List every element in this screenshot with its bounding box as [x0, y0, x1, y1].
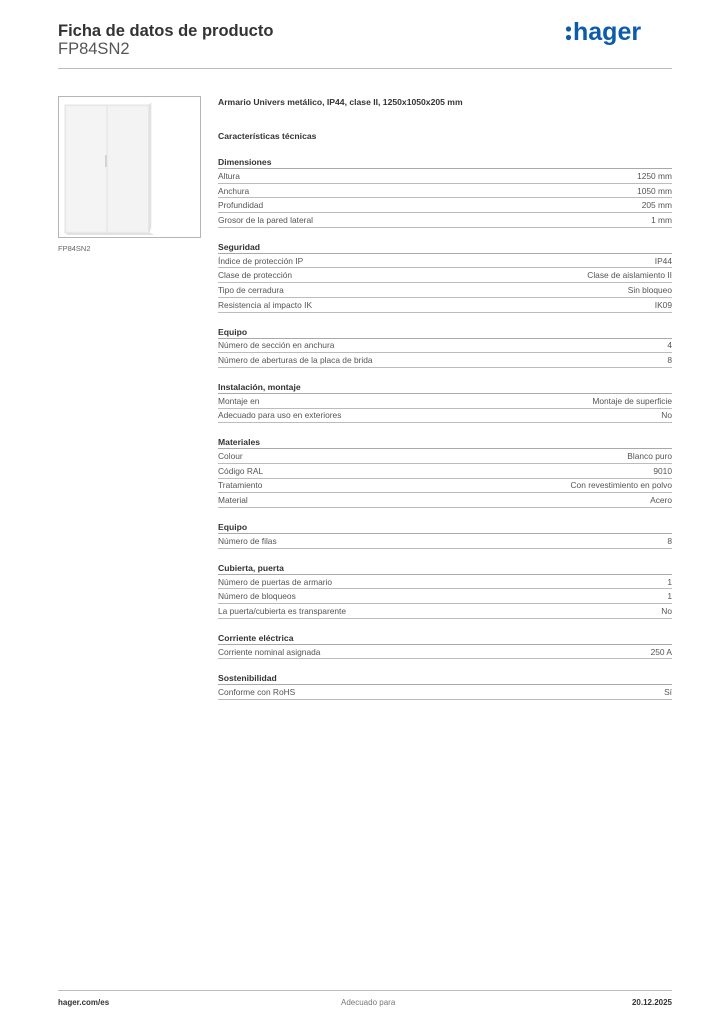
spec-label: Clase de protección	[218, 270, 293, 281]
spec-row	[218, 479, 672, 494]
spec-value: No	[661, 410, 672, 421]
section-title: Materiales	[218, 436, 672, 449]
section-title: Seguridad	[218, 241, 672, 254]
spec-sections	[218, 156, 672, 700]
spec-section	[218, 326, 672, 368]
spec-value: Sí	[664, 687, 672, 698]
spec-value: IP44	[654, 255, 672, 266]
spec-label: Código RAL	[218, 465, 264, 476]
spec-label: Conforme con RoHS	[218, 687, 296, 698]
spec-label: Número de filas	[218, 535, 277, 546]
spec-value: No	[661, 605, 672, 616]
header-divider	[58, 68, 672, 69]
spec-value: 1 mm	[651, 214, 672, 225]
spec-label: Número de aberturas de la placa de brida	[218, 355, 373, 366]
section-title: Corriente eléctrica	[218, 632, 672, 645]
spec-value: 250 A	[650, 646, 672, 657]
spec-label: Número de puertas de armario	[218, 576, 333, 587]
spec-row	[218, 685, 672, 700]
spec-row	[218, 298, 672, 313]
spec-value: 4	[667, 340, 672, 351]
section-title: Equipo	[218, 521, 672, 534]
spec-row	[218, 169, 672, 184]
spec-row	[218, 575, 672, 590]
spec-row	[218, 394, 672, 409]
section-title: Dimensiones	[218, 156, 672, 169]
section-title: Cubierta, puerta	[218, 562, 672, 575]
spec-section	[218, 562, 672, 619]
image-caption: FP84SN2	[58, 244, 91, 253]
spec-label: Resistencia al impacto IK	[218, 299, 313, 310]
spec-row	[218, 464, 672, 479]
spec-label: Montaje en	[218, 395, 260, 406]
spec-row	[218, 353, 672, 368]
spec-section	[218, 672, 672, 700]
spec-label: Profundidad	[218, 200, 264, 211]
spec-section	[218, 381, 672, 423]
spec-section	[218, 521, 672, 549]
spec-section	[218, 436, 672, 508]
section-title: Equipo	[218, 326, 672, 339]
spec-value: Con revestimiento en polvo	[570, 480, 672, 491]
spec-value: 1	[667, 591, 672, 602]
spec-row	[218, 283, 672, 298]
footer-website-link[interactable]: hager.com/es	[58, 998, 110, 1007]
spec-label: Tipo de cerradura	[218, 284, 284, 295]
spec-value: Clase de aislamiento II	[587, 270, 672, 281]
spec-row	[218, 268, 672, 283]
footer-note: Adecuado para	[341, 998, 396, 1007]
page-title: Ficha de datos de producto	[58, 22, 274, 40]
spec-row	[218, 493, 672, 508]
spec-section	[218, 156, 672, 228]
spec-label: La puerta/cubierta es transparente	[218, 605, 347, 616]
spec-row	[218, 449, 672, 464]
spec-label: Adecuado para uso en exteriores	[218, 410, 342, 421]
spec-label: Índice de protección IP	[218, 255, 304, 266]
spec-value: Sin bloqueo	[627, 284, 672, 295]
section-title: Sostenibilidad	[218, 672, 672, 685]
spec-row	[218, 198, 672, 213]
spec-value: 205 mm	[641, 200, 672, 211]
spec-row	[218, 213, 672, 228]
spec-row	[218, 645, 672, 660]
spec-label: Material	[218, 495, 248, 506]
hager-logo[interactable]	[565, 16, 657, 46]
spec-value: Montaje de superficie	[592, 395, 672, 406]
spec-value: IK09	[654, 299, 672, 310]
spec-value: Acero	[650, 495, 672, 506]
spec-label: Altura	[218, 170, 240, 181]
spec-row	[218, 589, 672, 604]
spec-label: Anchura	[218, 185, 250, 196]
product-title: Armario Univers metálico, IP44, clase II, 1250x1050x205 mm	[218, 97, 463, 107]
spec-value: 1250 mm	[637, 170, 672, 181]
spec-row	[218, 184, 672, 199]
spec-row	[218, 534, 672, 549]
spec-row	[218, 339, 672, 354]
product-code: FP84SN2	[58, 40, 130, 58]
spec-row	[218, 409, 672, 424]
spec-label: Número de sección en anchura	[218, 340, 335, 351]
spec-label: Corriente nominal asignada	[218, 646, 321, 657]
spec-section	[218, 241, 672, 313]
spec-row	[218, 604, 672, 619]
spec-value: Blanco puro	[627, 451, 672, 462]
spec-row	[218, 254, 672, 269]
spec-label: Tratamiento	[218, 480, 263, 491]
footer-date: 20.12.2025	[631, 998, 672, 1007]
product-image	[58, 96, 201, 238]
spec-label: Colour	[218, 451, 243, 462]
footer-divider	[58, 990, 672, 991]
spec-content	[218, 96, 672, 700]
spec-value: 8	[667, 535, 672, 546]
spec-value: 8	[667, 355, 672, 366]
brand-wordmark: hager	[573, 18, 642, 46]
spec-value: 1050 mm	[637, 185, 672, 196]
specs-heading: Características técnicas	[218, 131, 317, 141]
section-title: Instalación, montaje	[218, 381, 672, 394]
spec-value: 1	[667, 576, 672, 587]
spec-label: Grosor de la pared lateral	[218, 214, 313, 225]
spec-label: Número de bloqueos	[218, 591, 296, 602]
cabinet-image	[59, 97, 200, 237]
spec-section	[218, 632, 672, 660]
spec-value: 9010	[653, 465, 672, 476]
